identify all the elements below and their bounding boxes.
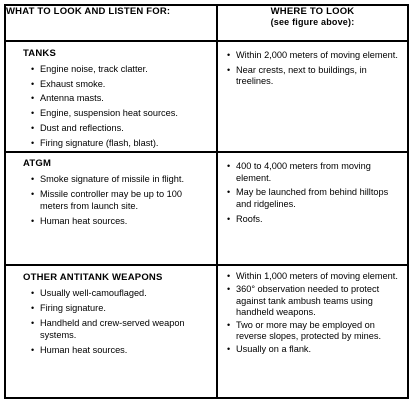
section-row-atgm (5, 152, 408, 265)
section-title: OTHER ANTITANK WEAPONS (23, 272, 163, 284)
list-item: • Engine noise, track clatter. (40, 63, 216, 75)
look-listen-table (4, 4, 409, 399)
list-item: • Human heat sources. (40, 344, 216, 356)
list-item: • Within 2,000 meters of moving element. (236, 50, 407, 62)
section-right-cell (217, 41, 408, 152)
list-item: • 400 to 4,000 meters from moving element. (236, 161, 407, 184)
list-item: • Engine, suspension heat sources. (40, 107, 216, 119)
indicator-list (6, 63, 216, 149)
list-item: • Smoke signature of missile in flight. (40, 173, 216, 185)
indicator-list (6, 173, 216, 227)
list-item: • Within 1,000 meters of moving element. (236, 271, 407, 282)
section-left-cell (5, 41, 217, 152)
list-item: • Roofs. (236, 214, 407, 226)
list-item: • Usually on a flank. (236, 344, 407, 355)
header-where-title: WHERE TO LOOK (270, 6, 355, 17)
location-list (218, 153, 407, 225)
list-item: • Firing signature. (40, 302, 216, 314)
header-what-to-look: WHAT TO LOOK AND LISTEN FOR: (5, 5, 217, 41)
list-item: • Antenna masts. (40, 92, 216, 104)
location-list (218, 42, 407, 88)
list-item: • Human heat sources. (40, 215, 216, 227)
section-row-other-antitank (5, 265, 408, 398)
list-item: • Exhaust smoke. (40, 78, 216, 90)
list-item: • Dust and reflections. (40, 122, 216, 134)
section-left-cell (5, 265, 217, 398)
list-item: • Near crests, next to buildings, in treelines. (236, 65, 407, 88)
header-where-subtitle: (see figure above): (270, 17, 355, 27)
section-right-cell (217, 152, 408, 265)
section-title: TANKS (23, 48, 57, 59)
location-list (218, 266, 407, 355)
section-row-tanks (5, 41, 408, 152)
list-item: • Usually well-camouflaged. (40, 287, 216, 299)
list-item: • Handheld and crew-served weapon systems. (40, 317, 216, 341)
list-item: • Two or more may be employed on reverse slopes, protected by mines. (236, 320, 407, 342)
list-item: • May be launched from behind hilltops and ridgelines. (236, 187, 407, 210)
section-right-cell (217, 265, 408, 398)
section-title: ATGM (23, 158, 52, 170)
list-item: • Missile controller may be up to 100 meters from launch site. (40, 188, 216, 212)
indicator-list (6, 287, 216, 356)
header-where-to-look (217, 5, 408, 41)
header-row (5, 5, 408, 41)
list-item: • 360° observation needed to protect against tank ambush teams using handheld weapons. (236, 284, 407, 318)
section-left-cell (5, 152, 217, 265)
list-item: • Firing signature (flash, blast). (40, 137, 216, 149)
